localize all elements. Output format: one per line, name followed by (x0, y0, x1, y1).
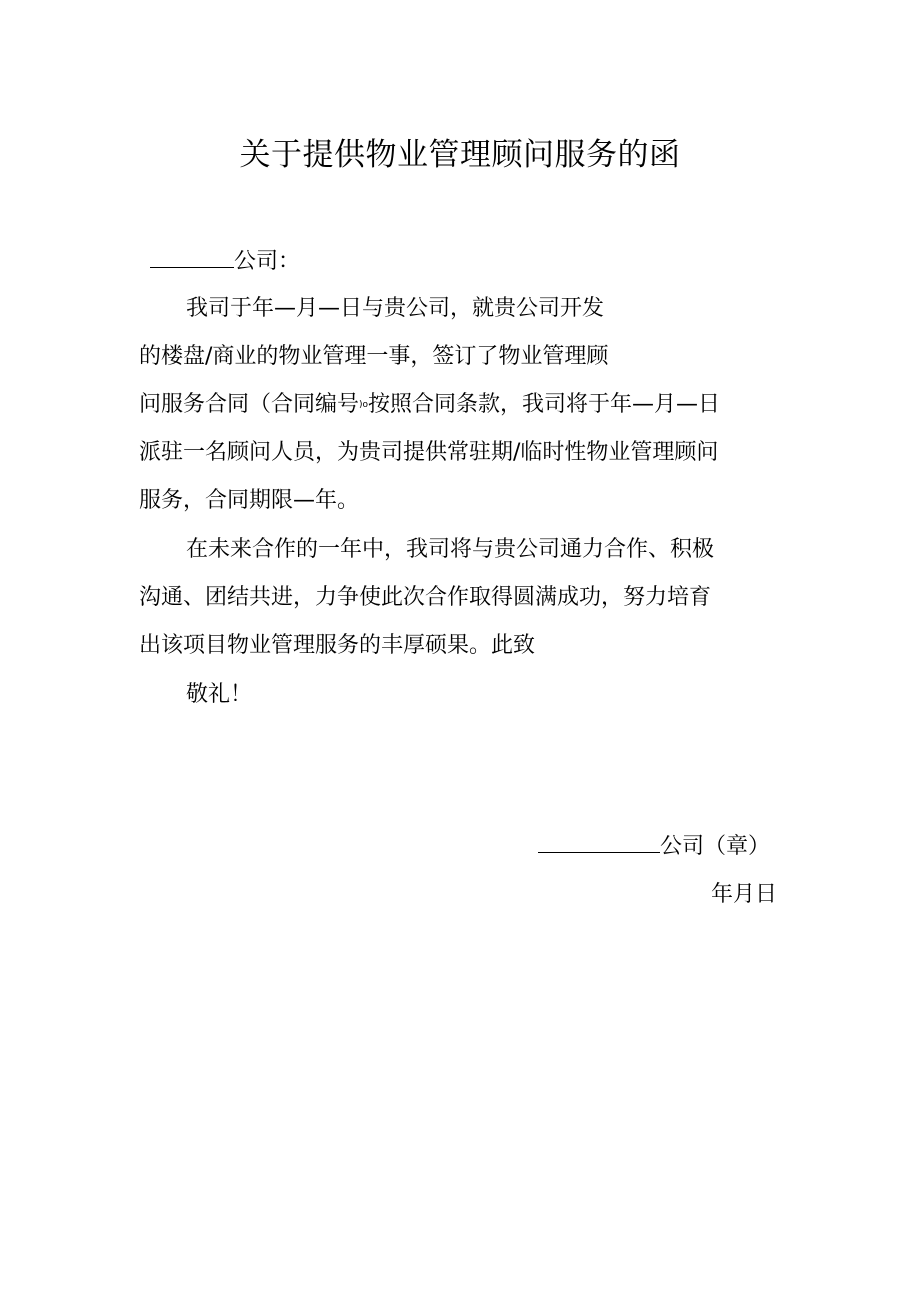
paragraph-1-line-3 (139, 390, 720, 420)
paragraph-1-line-4: 派驻一名顾问人员，为贵司提供常驻期/临时性物业管理顾问 (139, 440, 719, 465)
contract-number-mark: )o (359, 400, 369, 410)
salutation-suffix: 公司： (234, 249, 301, 274)
paragraph-2-line-1: 在未来合作的一年中，我司将与贵公司通力合作、积极 (186, 537, 715, 562)
signature-company-blank (538, 830, 660, 853)
paragraph-1-line-5: 服务，合同期限—年。 (139, 488, 360, 513)
closing-salute: 敬礼！ (186, 682, 253, 707)
salutation (150, 245, 300, 277)
signature-company-suffix: 公司（章） (660, 834, 771, 859)
paragraph-1-line-3-b: 按照合同条款，我司将于年—月—日 (368, 392, 721, 417)
recipient-company-blank (150, 245, 234, 268)
paragraph-2-line-3: 出该项目物业管理服务的丰厚硕果。此致 (139, 633, 536, 658)
paragraph-2-line-2: 沟通、团结共进，力争使此次合作取得圆满成功，努力培育 (139, 585, 712, 610)
signature-company (538, 830, 770, 862)
letter-title: 关于提供物业管理顾问服务的函 (239, 137, 681, 173)
signature-date: 年月日 (711, 882, 778, 907)
paragraph-1-line-2: 的楼盘/商业的物业管理一事，签订了物业管理顾 (139, 344, 609, 369)
paragraph-1-line-3-a: 问服务合同（合同编号 (139, 392, 360, 417)
paragraph-1-line-1: 我司于年—月—日与贵公司，就贵公司开发 (186, 296, 605, 321)
